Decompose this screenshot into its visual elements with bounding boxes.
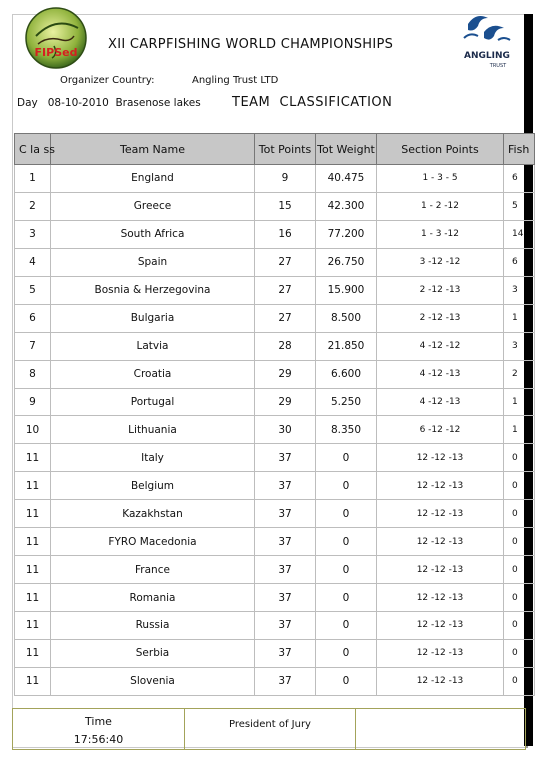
- cell-fish: 1: [504, 388, 535, 416]
- cell-tot-points: 15: [255, 192, 316, 220]
- table-header-row: [15, 134, 535, 165]
- cell-tot-points: 37: [255, 612, 316, 640]
- cell-section-points: 12 -12 -13: [377, 528, 504, 556]
- table-row: [15, 388, 535, 416]
- cell-team-name: Belgium: [51, 472, 255, 500]
- cell-tot-weight: 40.475: [316, 165, 377, 193]
- cell-class: 6: [15, 304, 51, 332]
- cell-tot-weight: 0: [316, 639, 377, 667]
- table-body: [15, 165, 535, 696]
- column-header-points: Tot Points: [255, 134, 316, 165]
- cell-class: 11: [15, 472, 51, 500]
- cell-fish: 0: [504, 556, 535, 584]
- cell-tot-weight: 6.600: [316, 360, 377, 388]
- cell-tot-points: 27: [255, 304, 316, 332]
- cell-fish: 14: [504, 220, 535, 248]
- column-header-section: Section Points: [377, 134, 504, 165]
- cell-section-points: 12 -12 -13: [377, 444, 504, 472]
- cell-tot-weight: 8.350: [316, 416, 377, 444]
- cell-fish: 0: [504, 500, 535, 528]
- cell-tot-weight: 26.750: [316, 248, 377, 276]
- cell-class: 7: [15, 332, 51, 360]
- cell-team-name: Latvia: [51, 332, 255, 360]
- cell-section-points: 1 - 3 -12: [377, 220, 504, 248]
- cell-tot-points: 37: [255, 500, 316, 528]
- footer-box: [12, 708, 526, 750]
- table-row: [15, 416, 535, 444]
- cell-section-points: 12 -12 -13: [377, 612, 504, 640]
- cell-tot-weight: 42.300: [316, 192, 377, 220]
- bottom-margin: [0, 748, 533, 762]
- table-row: [15, 192, 535, 220]
- time-value: 17:56:40: [73, 733, 124, 746]
- fipsed-logo: [24, 6, 88, 70]
- fipsed-logo-text: FIPSed: [34, 46, 78, 59]
- cell-section-points: 12 -12 -13: [377, 472, 504, 500]
- cell-fish: 6: [504, 248, 535, 276]
- trust-logo-text: TRUST: [489, 63, 507, 69]
- cell-class: 9: [15, 388, 51, 416]
- cell-team-name: England: [51, 165, 255, 193]
- cell-tot-points: 9: [255, 165, 316, 193]
- jury-label: President of Jury: [229, 719, 311, 730]
- cell-section-points: 4 -12 -13: [377, 388, 504, 416]
- cell-fish: 6: [504, 165, 535, 193]
- cell-team-name: Kazakhstan: [51, 500, 255, 528]
- table-row: [15, 248, 535, 276]
- cell-fish: 0: [504, 528, 535, 556]
- cell-team-name: Bulgaria: [51, 304, 255, 332]
- cell-tot-weight: 15.900: [316, 276, 377, 304]
- cell-tot-points: 37: [255, 556, 316, 584]
- cell-tot-points: 27: [255, 248, 316, 276]
- cell-section-points: 12 -12 -13: [377, 584, 504, 612]
- cell-class: 2: [15, 192, 51, 220]
- cell-team-name: Greece: [51, 192, 255, 220]
- angling-trust-logo: [454, 10, 520, 72]
- cell-class: 11: [15, 528, 51, 556]
- cell-team-name: Russia: [51, 612, 255, 640]
- table-row: [15, 276, 535, 304]
- column-header-team: Team Name: [51, 134, 255, 165]
- table-row: [15, 165, 535, 193]
- cell-fish: 0: [504, 584, 535, 612]
- column-header-weight: Tot Weight: [316, 134, 377, 165]
- cell-team-name: France: [51, 556, 255, 584]
- cell-section-points: 12 -12 -13: [377, 500, 504, 528]
- cell-class: 11: [15, 639, 51, 667]
- cell-team-name: Croatia: [51, 360, 255, 388]
- cell-tot-points: 30: [255, 416, 316, 444]
- cell-class: 10: [15, 416, 51, 444]
- table-row: [15, 304, 535, 332]
- cell-class: 1: [15, 165, 51, 193]
- team-classification-table: [14, 133, 535, 696]
- cell-fish: 3: [504, 332, 535, 360]
- table-row: [15, 667, 535, 695]
- cell-tot-weight: 0: [316, 528, 377, 556]
- cell-class: 11: [15, 500, 51, 528]
- cell-tot-weight: 0: [316, 500, 377, 528]
- table-row: [15, 220, 535, 248]
- cell-tot-weight: 77.200: [316, 220, 377, 248]
- cell-tot-points: 27: [255, 276, 316, 304]
- cell-section-points: 6 -12 -12: [377, 416, 504, 444]
- footer-jury-cell: [185, 709, 356, 749]
- cell-class: 11: [15, 584, 51, 612]
- cell-team-name: Spain: [51, 248, 255, 276]
- cell-class: 5: [15, 276, 51, 304]
- time-label: Time: [85, 715, 112, 728]
- classification-title: TEAM CLASSIFICATION: [232, 95, 393, 110]
- cell-team-name: Portugal: [51, 388, 255, 416]
- cell-tot-weight: 5.250: [316, 388, 377, 416]
- cell-fish: 0: [504, 639, 535, 667]
- cell-tot-weight: 0: [316, 667, 377, 695]
- cell-section-points: 12 -12 -13: [377, 556, 504, 584]
- cell-fish: 3: [504, 276, 535, 304]
- cell-tot-points: 37: [255, 472, 316, 500]
- table-row: [15, 360, 535, 388]
- cell-tot-points: 37: [255, 667, 316, 695]
- angling-logo-text: ANGLING: [464, 51, 510, 61]
- cell-tot-weight: 8.500: [316, 304, 377, 332]
- cell-class: 11: [15, 444, 51, 472]
- table-row: [15, 444, 535, 472]
- cell-team-name: Slovenia: [51, 667, 255, 695]
- cell-fish: 1: [504, 304, 535, 332]
- cell-class: 11: [15, 556, 51, 584]
- cell-tot-weight: 0: [316, 612, 377, 640]
- cell-section-points: 2 -12 -13: [377, 304, 504, 332]
- organizer-label: Organizer Country:: [60, 75, 155, 86]
- column-header-class: C la ss: [15, 134, 51, 165]
- organizer-value: Angling Trust LTD: [192, 75, 279, 86]
- table-row: [15, 332, 535, 360]
- cell-fish: 1: [504, 416, 535, 444]
- cell-section-points: 4 -12 -12: [377, 332, 504, 360]
- cell-tot-weight: 0: [316, 556, 377, 584]
- footer-time-cell: [13, 709, 185, 749]
- cell-class: 8: [15, 360, 51, 388]
- table-row: [15, 528, 535, 556]
- cell-fish: 2: [504, 360, 535, 388]
- cell-team-name: South Africa: [51, 220, 255, 248]
- table-row: [15, 584, 535, 612]
- cell-fish: 0: [504, 667, 535, 695]
- day-location: Day 08-10-2010 Brasenose lakes: [17, 97, 201, 109]
- cell-tot-points: 37: [255, 584, 316, 612]
- cell-team-name: Bosnia & Herzegovina: [51, 276, 255, 304]
- cell-fish: 0: [504, 444, 535, 472]
- cell-tot-points: 37: [255, 639, 316, 667]
- table-row: [15, 556, 535, 584]
- cell-section-points: 1 - 2 -12: [377, 192, 504, 220]
- cell-team-name: Italy: [51, 444, 255, 472]
- cell-section-points: 4 -12 -13: [377, 360, 504, 388]
- cell-tot-points: 28: [255, 332, 316, 360]
- cell-tot-points: 37: [255, 444, 316, 472]
- cell-section-points: 1 - 3 - 5: [377, 165, 504, 193]
- cell-team-name: Romania: [51, 584, 255, 612]
- cell-tot-weight: 0: [316, 472, 377, 500]
- cell-fish: 5: [504, 192, 535, 220]
- cell-class: 11: [15, 667, 51, 695]
- table-row: [15, 500, 535, 528]
- cell-section-points: 12 -12 -13: [377, 667, 504, 695]
- cell-team-name: FYRO Macedonia: [51, 528, 255, 556]
- cell-tot-points: 29: [255, 360, 316, 388]
- column-header-fish: Fish: [504, 134, 535, 165]
- cell-team-name: Serbia: [51, 639, 255, 667]
- table-row: [15, 472, 535, 500]
- report-title: XII CARPFISHING WORLD CHAMPIONSHIPS: [108, 37, 394, 52]
- cell-fish: 0: [504, 612, 535, 640]
- cell-tot-weight: 0: [316, 444, 377, 472]
- cell-tot-points: 29: [255, 388, 316, 416]
- cell-class: 11: [15, 612, 51, 640]
- cell-section-points: 2 -12 -13: [377, 276, 504, 304]
- cell-class: 3: [15, 220, 51, 248]
- cell-tot-weight: 21.850: [316, 332, 377, 360]
- cell-team-name: Lithuania: [51, 416, 255, 444]
- cell-section-points: 3 -12 -12: [377, 248, 504, 276]
- cell-tot-points: 37: [255, 528, 316, 556]
- cell-class: 4: [15, 248, 51, 276]
- table-row: [15, 612, 535, 640]
- cell-section-points: 12 -12 -13: [377, 639, 504, 667]
- table-row: [15, 639, 535, 667]
- cell-tot-weight: 0: [316, 584, 377, 612]
- cell-tot-points: 16: [255, 220, 316, 248]
- cell-fish: 0: [504, 472, 535, 500]
